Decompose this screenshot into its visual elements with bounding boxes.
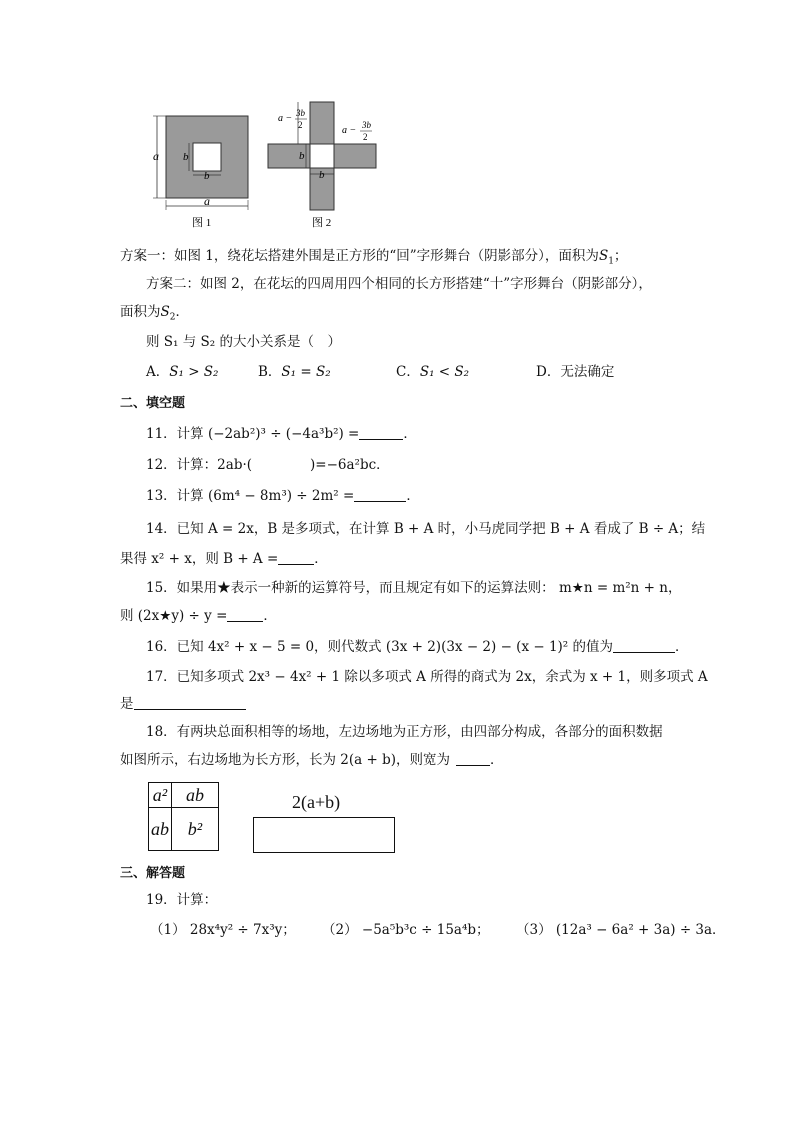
question-12: [146, 455, 390, 475]
option-d-label: D．: [536, 364, 561, 380]
question-13: [146, 486, 420, 506]
question-16: [146, 637, 689, 657]
fig1-label-a-left: a: [153, 149, 159, 163]
option-d-text: 无法确定: [560, 364, 615, 380]
q18-blank[interactable]: [456, 751, 490, 766]
q15-text: 则 (2x★y) ÷ y =: [120, 608, 228, 624]
plan-two-sub: 2: [169, 312, 176, 323]
option-c-label: C．: [396, 364, 420, 380]
section-fill-in-title: 二、填空题: [120, 396, 186, 411]
option-a-label: A．: [146, 364, 170, 380]
fig2-frac-den-left: 2: [298, 120, 303, 130]
fig2-right-rect: [334, 144, 376, 168]
q14-text: 果得 x² + x，则 B + A =: [120, 551, 279, 567]
option-d[interactable]: [536, 362, 614, 382]
q11-text: 11．计算 (−2ab²)³ ÷ (−4a³b²) =: [146, 426, 360, 442]
plan-one-sym: S: [598, 248, 609, 264]
option-c-text: S₁ < S₂: [419, 364, 470, 380]
figure-2: [262, 96, 392, 230]
fig2-frac-num-left: 3b: [296, 108, 305, 118]
plan-one-text: 方案一：如图 1，绕花坛搭建外围是正方形的“回”字形舞台（阴影部分），面积为: [120, 248, 599, 264]
question-19-part3: （3） (12a³ − 6a² + 3a) ÷ 3a．: [516, 922, 726, 938]
fig1-label-b-bottom: b: [204, 170, 210, 182]
fig1-label-b-left: b: [183, 151, 189, 163]
fig2-label-b-left: b: [299, 150, 305, 162]
rectangle-length-label: 2(a+b): [292, 792, 341, 812]
q13-end: ．: [406, 488, 420, 504]
q18-end: ．: [490, 752, 504, 768]
fig2-label-a-minus-left: a −: [278, 113, 293, 124]
fig2-label-a-minus-right: a −: [342, 125, 357, 136]
q16-end: ．: [675, 639, 689, 655]
fig1-label-a-bottom: a: [204, 194, 210, 208]
question-17-line2: [120, 694, 246, 714]
fig2-frac-den-right: 2: [363, 132, 368, 142]
question-17-line1: 17．已知多项式 2x³ − 4x² + 1 除以多项式 A 所得的商式为 2x，余式为 x + 1，则多项式 A: [146, 669, 708, 685]
option-b-text: S₁ = S₂: [281, 364, 331, 380]
q13-text: 13．计算 (6m⁴ − 8m³) ÷ 2m² =: [146, 488, 355, 504]
q14-end: ．: [314, 551, 328, 567]
plan-one-sub: 1: [608, 256, 614, 267]
q16-text: 16．已知 4x² + x − 5 = 0，则代数式 (3x + 2)(3x − 2) − (x − 1)² 的值为: [146, 639, 614, 655]
fig1-inner-square: [193, 143, 221, 171]
q12-text: 12．计算：2ab·(: [146, 457, 253, 473]
q12-end: )=−6a²bc．: [310, 457, 390, 473]
q16-blank[interactable]: [613, 638, 675, 653]
plan-one: [120, 246, 627, 272]
plan-two-end: ．: [175, 304, 189, 320]
question-15-line1: 15．如果用★表示一种新的运算符号，而且规定有如下的运算法则： m★n = m²n + n，: [146, 580, 682, 596]
rectangle-field: [253, 817, 395, 853]
square-area-grid: [148, 782, 219, 851]
option-b-label: B．: [258, 364, 282, 380]
question-19-part1: （1） 28x⁴y² ÷ 7x³y；: [150, 922, 296, 938]
grid-cell-a-squared: a²: [149, 783, 172, 808]
plan-question: 则 S₁ 与 S₂ 的大小关系是（ ）: [146, 334, 341, 350]
plan-one-end: ；: [613, 248, 628, 264]
grid-cell-ab-left: ab: [149, 808, 172, 851]
q18-text: 如图所示，右边场地为长方形，长为 2(a + b)，则宽为: [120, 752, 450, 768]
q14-blank[interactable]: [278, 550, 314, 565]
question-14-line2: [120, 549, 328, 569]
question-14-line1: 14．已知 A = 2x，B 是多项式，在计算 B + A 时，小马虎同学把 B + A 看成了 B ÷ A；结: [146, 521, 706, 537]
option-a[interactable]: [146, 362, 218, 382]
q13-blank[interactable]: [354, 487, 406, 502]
fig2-center-square: [310, 144, 334, 168]
figure-1: [140, 108, 260, 230]
question-11: [146, 424, 417, 444]
question-15-line2: [120, 606, 277, 626]
fig2-frac-num-right: 3b: [362, 120, 371, 130]
fig2-top-rect: [310, 102, 334, 144]
q11-blank[interactable]: [359, 425, 403, 440]
q15-blank[interactable]: [227, 607, 263, 622]
question-18-line2: [120, 750, 504, 770]
option-c[interactable]: [396, 362, 469, 382]
option-b[interactable]: [258, 362, 331, 382]
plan-two-line2: [120, 302, 189, 328]
plan-two-sym: S: [160, 304, 170, 320]
q17-text: 是: [120, 696, 134, 712]
fig2-caption: 图 2: [312, 217, 332, 229]
fig1-caption: 图 1: [192, 217, 212, 229]
option-a-text: S₁ > S₂: [169, 364, 219, 380]
q17-blank[interactable]: [134, 695, 246, 710]
q11-end: ．: [403, 426, 417, 442]
grid-cell-ab-top: ab: [172, 783, 219, 808]
grid-cell-b-squared: b²: [172, 808, 219, 851]
plan-two-text: 面积为: [120, 304, 161, 320]
plan-two-line1: 方案二：如图 2，在花坛的四周用四个相同的长方形搭建“十”字形舞台（阴影部分），: [146, 276, 652, 292]
question-19: 19．计算：: [146, 892, 218, 908]
question-18-line1: 18．有两块总面积相等的场地，左边场地为正方形，由四部分构成，各部分的面积数据: [146, 724, 663, 740]
fig2-label-b-bottom: b: [319, 169, 325, 181]
question-19-part2: （2） −5a⁵b³c ÷ 15a⁴b；: [322, 922, 490, 938]
q15-end: ．: [263, 608, 277, 624]
section-answer-title: 三、解答题: [120, 866, 186, 881]
